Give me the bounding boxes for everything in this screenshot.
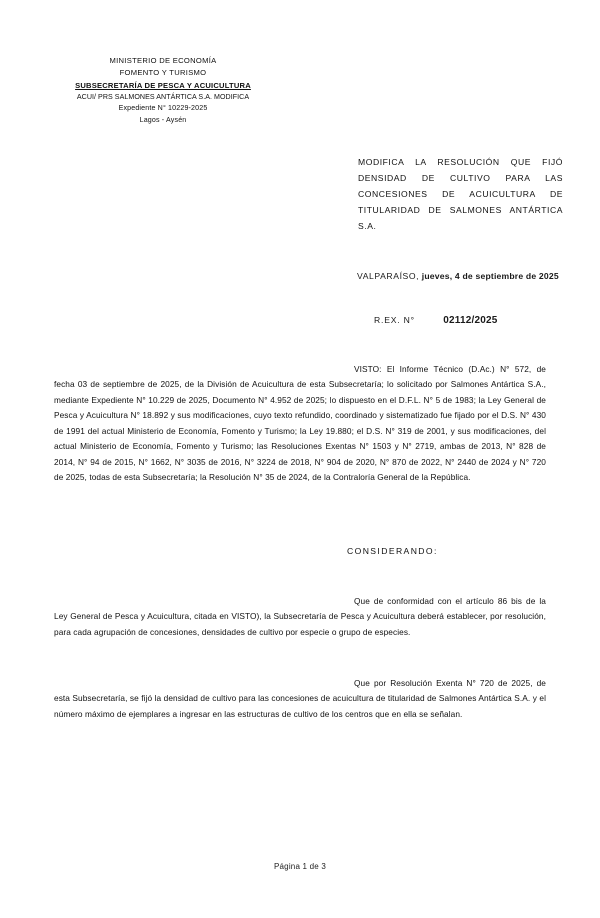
visto-text: El Informe Técnico (D.Ac.) N° 572, de fecha 03 de septiembre de 2025, de la División de Acuicultura de esta Subsecretaría; lo solicitado por Salmones Antártica S.A., mediante Expediente N° 10.229 de 2025, Documento N° 4.952 de 2025; lo dispuesto en el D.F.L. N° 5 de 1983; la Ley General de Pesca y Acuicultura N° 18.892 y sus modificaciones, cuyo texto refundido, coordinado y sistematizado fue fijado por el D.S. N° 430 de 1991 del actual Ministerio de Economía, Fomento y Turismo; la Ley 19.880; el D.S. N° 319 de 2001, y sus modificaciones, del actual Ministerio de Economía, Fomento y Turismo; las Resoluciones Exentas N° 1503 y N° 2719, ambas de 2013, N° 828 de 2014, N° 94 de 2015, N° 1662, N° 3035 de 2016, N° 3224 de 2018, N° 904 de 2020, N° 870 de 2022, N° 2440 de 2024 y N° 720 de 2025, todas de esta Subsecretaría; la Resolución N° 35 de 2024, de la Contraloría General de la República. (54, 364, 546, 482)
matter-line: ACUI/ PRS SALMONES ANTÁRTICA S.A. MODIFICA (76, 92, 250, 101)
place-label: VALPARAÍSO, (357, 271, 420, 281)
ministry-line-2: FOMENTO Y TURISMO (119, 68, 207, 78)
subject-line-3: CONCESIONES DE ACUICULTURA DE (358, 188, 563, 199)
resolution-subject-block (358, 155, 563, 234)
resolution-number-value: 02112/2025 (443, 315, 498, 326)
pagination-label: Página 1 de 3 (274, 862, 326, 871)
resolution-number-label: R.EX. N° (374, 315, 415, 325)
considerando-heading: CONSIDERANDO: (347, 546, 438, 556)
region-line: Lagos - Aysén (139, 115, 187, 124)
subsecretariat-line: SUBSECRETARÍA DE PESCA Y ACUICULTURA (75, 80, 251, 90)
place-and-date (357, 271, 559, 281)
letterhead (48, 55, 278, 126)
visto-heading: VISTO: (354, 364, 382, 374)
file-number-line: Expediente N° 10229-2025 (118, 104, 208, 113)
page-footer (0, 862, 600, 871)
subject-line-5: S.A. (358, 220, 377, 231)
considerando-1-text: Que de conformidad con el artículo 86 bis de la Ley General de Pesca y Acuicultura, citada en VISTO), la Subsecretaría de Pesca y Acuicultura deberá establecer, por resolución, para cada agrupación de concesiones, densidades de cultivo por especie o grupo de especies. (54, 596, 546, 637)
subject-line-2: DENSIDAD DE CULTIVO PARA LAS (358, 172, 563, 183)
considerando-paragraph-1 (54, 594, 546, 640)
subject-line-4: TITULARIDAD DE SALMONES ANTÁRTICA (358, 204, 563, 215)
ministry-line-1: MINISTERIO DE ECONOMÍA (109, 56, 217, 65)
considerando-2-text: Que por Resolución Exenta N° 720 de 2025, de esta Subsecretaría, se fijó la densidad de cultivo para las concesiones de acuicultura de titularidad de Salmones Antártica S.A. y el número máximo de ejemplares a ingresar en las estructuras de cultivo de los centros que en ella se señalan. (54, 678, 546, 719)
date-value: jueves, 4 de septiembre de 2025 (421, 271, 559, 281)
considerando-paragraph-2 (54, 676, 546, 722)
subject-line-1: MODIFICA LA RESOLUCIÓN QUE FIJÓ (358, 157, 563, 167)
resolution-number-block (374, 315, 498, 326)
visto-paragraph (54, 362, 546, 485)
